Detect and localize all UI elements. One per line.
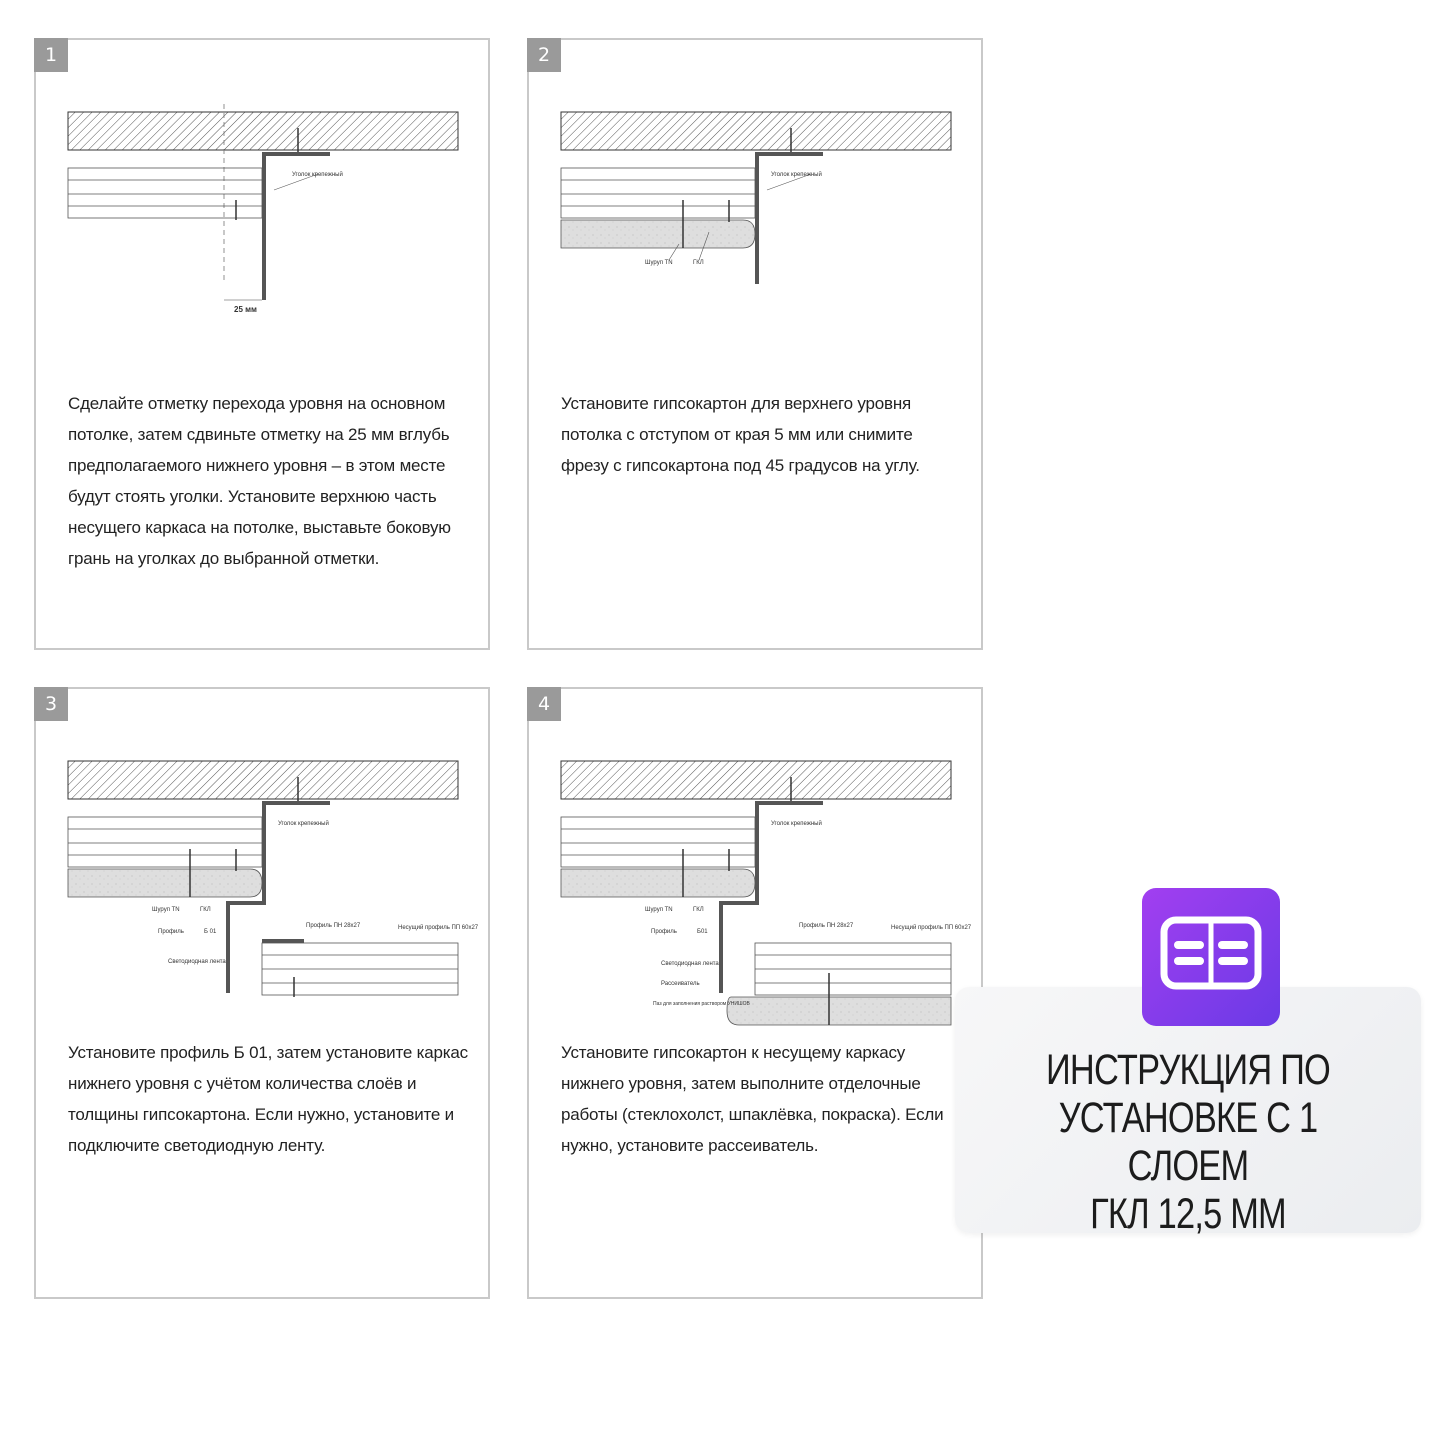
label-pn: Профиль ПН 28х27 (799, 923, 854, 929)
label-angle: Уголок крепежный (771, 172, 822, 178)
carcass-top (561, 817, 755, 867)
label-b01: Б01 (697, 929, 708, 935)
promo-title (1002, 1046, 1375, 1238)
step-description: Сделайте отметку перехода уровня на основном потолке, затем сдвиньте отметку на 25 мм вглубь предполагаемого нижнего уровня – в этом месте будут стоять уголки. Установите верхнюю часть несущего каркаса на потолке, выставьте боковую грань на уголках до выбранной отметки. (68, 394, 451, 568)
label-led: Светодиодная лента (661, 961, 719, 967)
step-description: Установите гипсокартон к несущему каркасу нижнего уровня, затем выполните отделочные работы (стеклохолст, шпаклёвка, покраска). Если нужно, установите рассеиватель. (561, 1043, 944, 1155)
carcass-top (68, 168, 262, 218)
label-pp: Несущий профиль ПП 60х27 (398, 925, 479, 931)
carcass-top (561, 168, 755, 218)
step-card-2 (527, 38, 983, 650)
profile-b01 (719, 901, 759, 993)
step-card-4 (527, 687, 983, 1299)
step-number-badge: 4 (527, 687, 561, 721)
step-4-drawing (559, 753, 972, 1033)
panels-icon (1142, 888, 1280, 1026)
gypsum-board (68, 869, 262, 897)
step-number-badge: 3 (34, 687, 68, 721)
fastening-angle (262, 801, 330, 903)
label-screw: Шуруп TN (152, 907, 180, 913)
carcass-top (68, 817, 262, 867)
promo-title-line: УСТАНОВКЕ С 1 СЛОЕМ (1058, 1094, 1318, 1190)
label-offset: 25 мм (234, 305, 257, 314)
step-card-1 (34, 38, 490, 650)
label-angle: Уголок крепежный (278, 821, 329, 827)
fastening-angle (755, 801, 823, 903)
label-profile: Профиль (158, 929, 184, 935)
ceiling-slab (561, 761, 951, 799)
label-profile: Профиль (651, 929, 677, 935)
label-angle: Уголок крепежный (292, 172, 343, 178)
ceiling-slab (561, 112, 951, 150)
step-number-badge: 2 (527, 38, 561, 72)
label-led: Светодиодная лента (168, 959, 226, 965)
label-b01: Б 01 (204, 929, 217, 935)
label-gkl: ГКЛ (200, 907, 211, 913)
label-diffuser: Рассеиватель (661, 981, 700, 987)
step-3-drawing (66, 753, 479, 1033)
label-gkl: ГКЛ (693, 260, 704, 266)
carcass-bottom (262, 943, 458, 995)
promo-title-line: ИНСТРУКЦИЯ ПО (1045, 1046, 1331, 1094)
label-pp: Несущий профиль ПП 60х27 (891, 925, 972, 931)
label-screw: Шуруп TN (645, 260, 673, 266)
label-gkl: ГКЛ (693, 907, 704, 913)
step-number-badge: 1 (34, 38, 68, 72)
step-description: Установите гипсокартон для верхнего уровня потолка с отступом от края 5 мм или снимите фрезу с гипсокартона под 45 градусов на углу. (561, 394, 920, 475)
ceiling-slab (68, 112, 458, 150)
step-2-drawing (559, 104, 957, 384)
gypsum-board (561, 869, 755, 897)
label-screw: Шуруп TN (645, 907, 673, 913)
gypsum-board-lower (727, 997, 951, 1025)
label-groove: Паз для заполнения раствором УНИШОВ (653, 1001, 750, 1007)
promo-title-line: ГКЛ 12,5 ММ (1090, 1190, 1286, 1238)
step-description: Установите профиль Б 01, затем установите каркас нижнего уровня с учётом количества слоёв и толщины гипсокартона. Если нужно, установите и подключите светодиодную ленту. (68, 1043, 468, 1155)
label-pn: Профиль ПН 28х27 (306, 923, 361, 929)
step-card-3 (34, 687, 490, 1299)
gypsum-board (561, 220, 755, 248)
label-angle: Уголок крепежный (771, 821, 822, 827)
step-1-drawing (66, 104, 464, 384)
profile-b01 (226, 901, 266, 993)
ceiling-slab (68, 761, 458, 799)
carcass-bottom (755, 943, 951, 995)
